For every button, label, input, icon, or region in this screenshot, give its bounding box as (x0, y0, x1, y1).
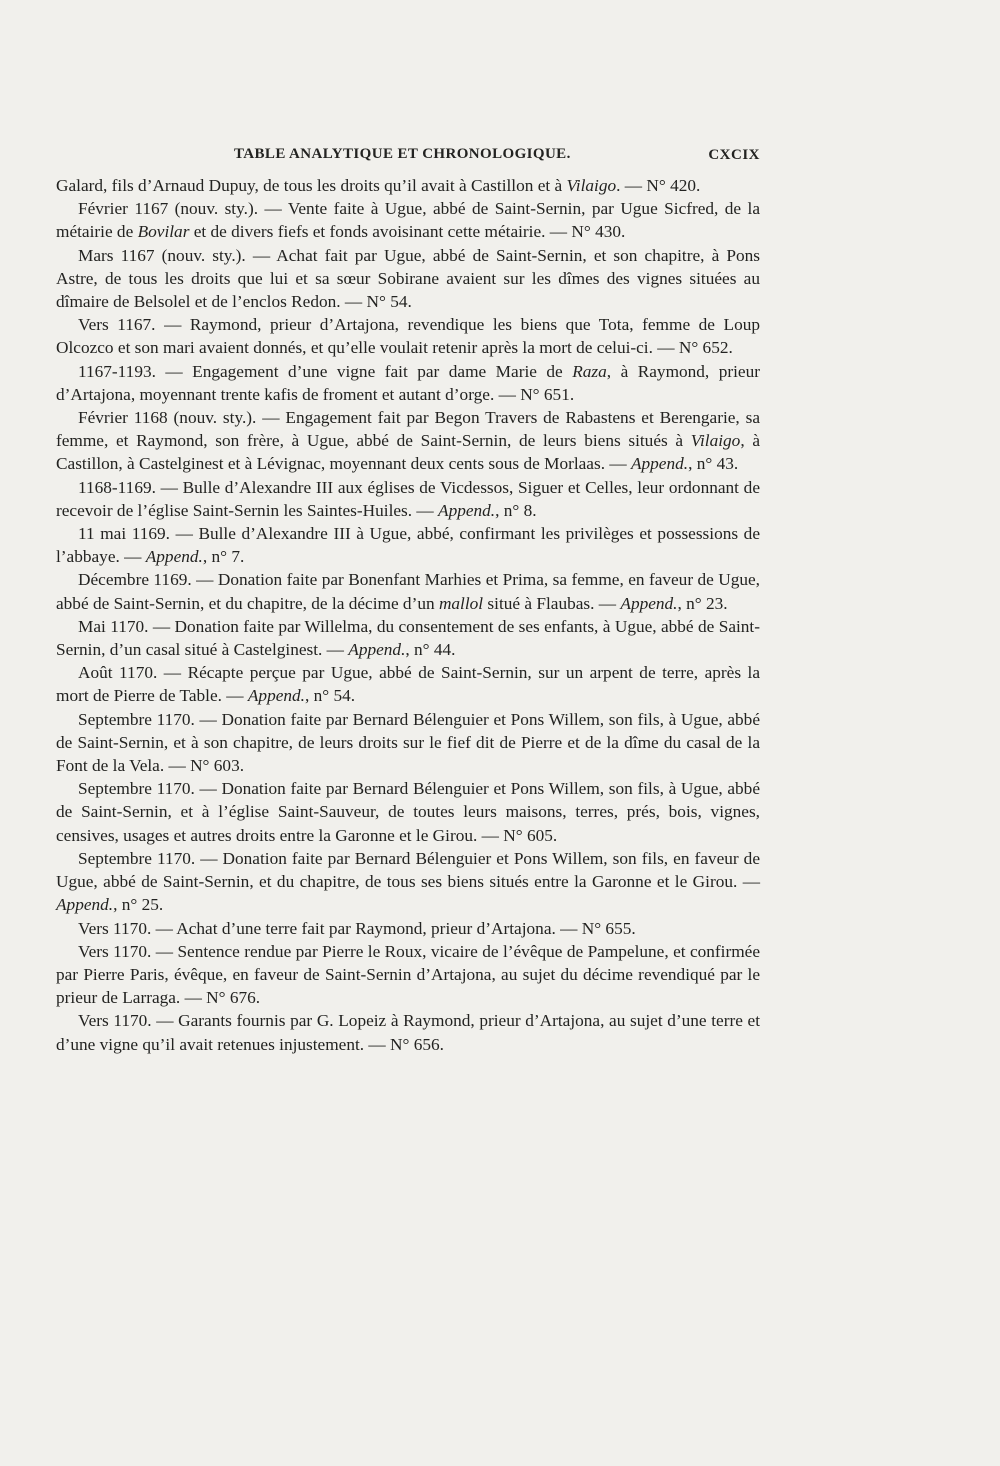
entries-list (56, 174, 760, 1056)
table-entry (56, 476, 760, 522)
table-entry (56, 244, 760, 314)
entry-text: , n° 43. (688, 454, 739, 474)
entry-text: — Garants fournis par G. Lopeiz à Raymond, prieur d’Artajona, au sujet d’une terre et d’une vigne qu’il avait retenues injustement. — N° 656. (56, 1011, 760, 1054)
entry-text: , à Raymond, prieur d’Artajona, moyennant trente kafis de froment et autant d’orge. — N° 651. (56, 361, 760, 404)
entry-text: , n° 25. (113, 895, 164, 915)
entry-date: 11 mai 1169. (78, 524, 170, 544)
entry-text: — Engagement d’une vigne fait par dame Marie de (155, 361, 573, 381)
entry-text: , n° 7. (202, 547, 245, 567)
entry-text: Galard, fils d’Arnaud Dupuy, de tous les droits qu’il avait à Castillon et à (56, 176, 567, 195)
entry-italic-text: Append. (145, 547, 203, 567)
entry-date: Août 1170. (78, 663, 158, 683)
entry-text: — Achat fait par Ugue, abbé de Saint-Sernin, et son chapitre, à Pons Astre, de tous les droits que lui et sa sœur Sobirane avaient sur les dîmes des vignes situées au dîmaire de Belsolel et de l’enclos Redon. — N° 54. (56, 245, 760, 312)
table-entry-continuation (56, 174, 760, 197)
table-entry (56, 708, 760, 778)
entry-text: — Donation faite par Willelma, du consentement de ses enfants, à Ugue, abbé de Saint-Sernin, d’un casal situé à Castelginest. — (56, 616, 760, 660)
table-entry (56, 917, 760, 940)
entry-italic-text: Append. (348, 640, 406, 660)
entry-italic-text: Append. (630, 454, 689, 474)
entry-date: Vers 1170. (78, 941, 152, 961)
entry-text: , à Castillon, à Castelginest et à Lévignac, moyennant deux cents sous de Morlaas. — (56, 431, 760, 474)
table-entry (56, 940, 760, 1010)
entry-italic-text: Bovilar (137, 222, 190, 242)
entry-italic-text: Append. (247, 686, 305, 706)
entry-text: , n° 44. (405, 640, 456, 660)
page-number: CXCIX (708, 147, 760, 163)
entry-text: , n° 23. (677, 593, 728, 613)
entry-date: Mai 1170. (78, 616, 149, 636)
entry-text: , n° 8. (495, 500, 537, 520)
entry-date: Mars 1167 (nouv. sty.). (78, 245, 246, 265)
entry-text: — Récapte perçue par Ugue, abbé de Saint-Sernin, sur un arpent de terre, après la mort de Pierre de Table. — (56, 663, 761, 706)
table-entry (56, 197, 760, 243)
entry-date: Vers 1170. (78, 918, 152, 938)
entry-text: — Donation faite par Bernard Bélenguier et Pons Willem, son fils, en faveur de Ugue, abbé de Saint-Sernin, et du chapitre, de tous ses biens situés entre la Garonne et le Girou. — (56, 848, 760, 892)
table-entry (56, 661, 760, 707)
entry-date: Septembre 1170. (78, 779, 195, 799)
entry-text: — Bulle d’Alexandre III aux églises de Vicdessos, Siguer et Celles, leur ordonnant de recevoir de l’église Saint-Sernin les Saintes-Huiles. — (56, 477, 760, 520)
entry-text: — Bulle d’Alexandre III à Ugue, abbé, confirmant les privilèges et possessions de l’abbaye. — (56, 524, 760, 567)
entry-text: — Vente faite à Ugue, abbé de Saint-Sernin, par Ugue Sicfred, de la métairie de (56, 199, 760, 242)
entry-date: Vers 1167. (78, 315, 156, 335)
entry-date: Février 1167 (nouv. sty.). (78, 199, 259, 219)
document-page (56, 140, 760, 1056)
entry-text: — Engagement fait par Begon Travers de Rabastens et Berengarie, sa femme, et Raymond, son frère, à Ugue, abbé de Saint-Sernin, de leurs biens situés à (56, 408, 761, 451)
entry-italic-text: Vilaigo (690, 431, 741, 451)
entry-text: , n° 54. (304, 686, 356, 706)
entry-italic-text: Append. (620, 593, 678, 613)
table-entry (56, 522, 760, 568)
table-entry (56, 615, 760, 661)
entry-italic-text: Raza (572, 361, 607, 381)
table-entry (56, 1009, 760, 1055)
running-header (56, 140, 760, 170)
table-entry (56, 360, 760, 406)
table-entry (56, 847, 760, 917)
table-entry (56, 406, 760, 476)
table-entry (56, 568, 760, 614)
entry-date: Vers 1170. (78, 1011, 152, 1031)
entry-date: 1168-1169. (78, 477, 156, 497)
entry-text: situé à Flaubas. — (483, 593, 621, 613)
entry-text: et de divers fiefs et fonds avoisinant cette métairie. — N° 430. (189, 222, 626, 242)
entry-text: — Donation faite par Bernard Bélenguier et Pons Willem, son fils, à Ugue, abbé de Saint-Sernin, et à son chapitre, de leurs droits sur le fief dit de Pierre et de la dîme du casal de la Font de la Vela. — N° 603. (56, 709, 760, 776)
entry-italic-text: Append. (438, 500, 496, 520)
entry-text: — Donation faite par Bernard Bélenguier et Pons Willem, son fils, à Ugue, abbé de Saint-Sernin, et à l’église Saint-Sauveur, de toutes leurs maisons, terres, prés, bois, vignes, censives, usages et autres droits entre la Garonne et le Girou. — N° 605. (56, 779, 760, 845)
entry-text: — Achat d’une terre fait par Raymond, prieur d’Artajona. — N° 655. (151, 918, 636, 938)
entry-text: . — N° 420. (616, 176, 701, 195)
entry-text: — Raymond, prieur d’Artajona, revendique les biens que Tota, femme de Loup Olcozco et son mari avaient donnés, et qu’elle voulait retenir après la mort de celui-ci. — N° 652. (56, 315, 761, 358)
entry-text: — Sentence rendue par Pierre le Roux, vicaire de l’évêque de Pampelune, et confirmée par Pierre Paris, évêque, en faveur de Saint-Sernin d’Artajona, au sujet du décime revendiqué par le prieur de Larraga. — N° 676. (56, 941, 760, 1008)
running-title: TABLE ANALYTIQUE ET CHRONOLOGIQUE. (234, 146, 571, 162)
table-entry (56, 777, 760, 847)
entry-date: Septembre 1170. (78, 709, 195, 729)
table-entry (56, 313, 760, 359)
entry-date: Décembre 1169. (78, 570, 192, 590)
entry-text: — Donation faite par Bonenfant Marhies et Prima, sa femme, en faveur de Ugue, abbé de Saint-Sernin, et du chapitre, de la décime d’un (56, 570, 761, 613)
entry-italic-text: Append. (56, 895, 114, 915)
entry-italic-text: mallol (438, 593, 484, 613)
entry-italic-text: Vilaigo (566, 176, 617, 195)
entry-date: 1167-1193. (78, 361, 156, 381)
entry-date: Février 1168 (nouv. sty.). (78, 408, 257, 428)
entry-date: Septembre 1170. (78, 848, 196, 868)
